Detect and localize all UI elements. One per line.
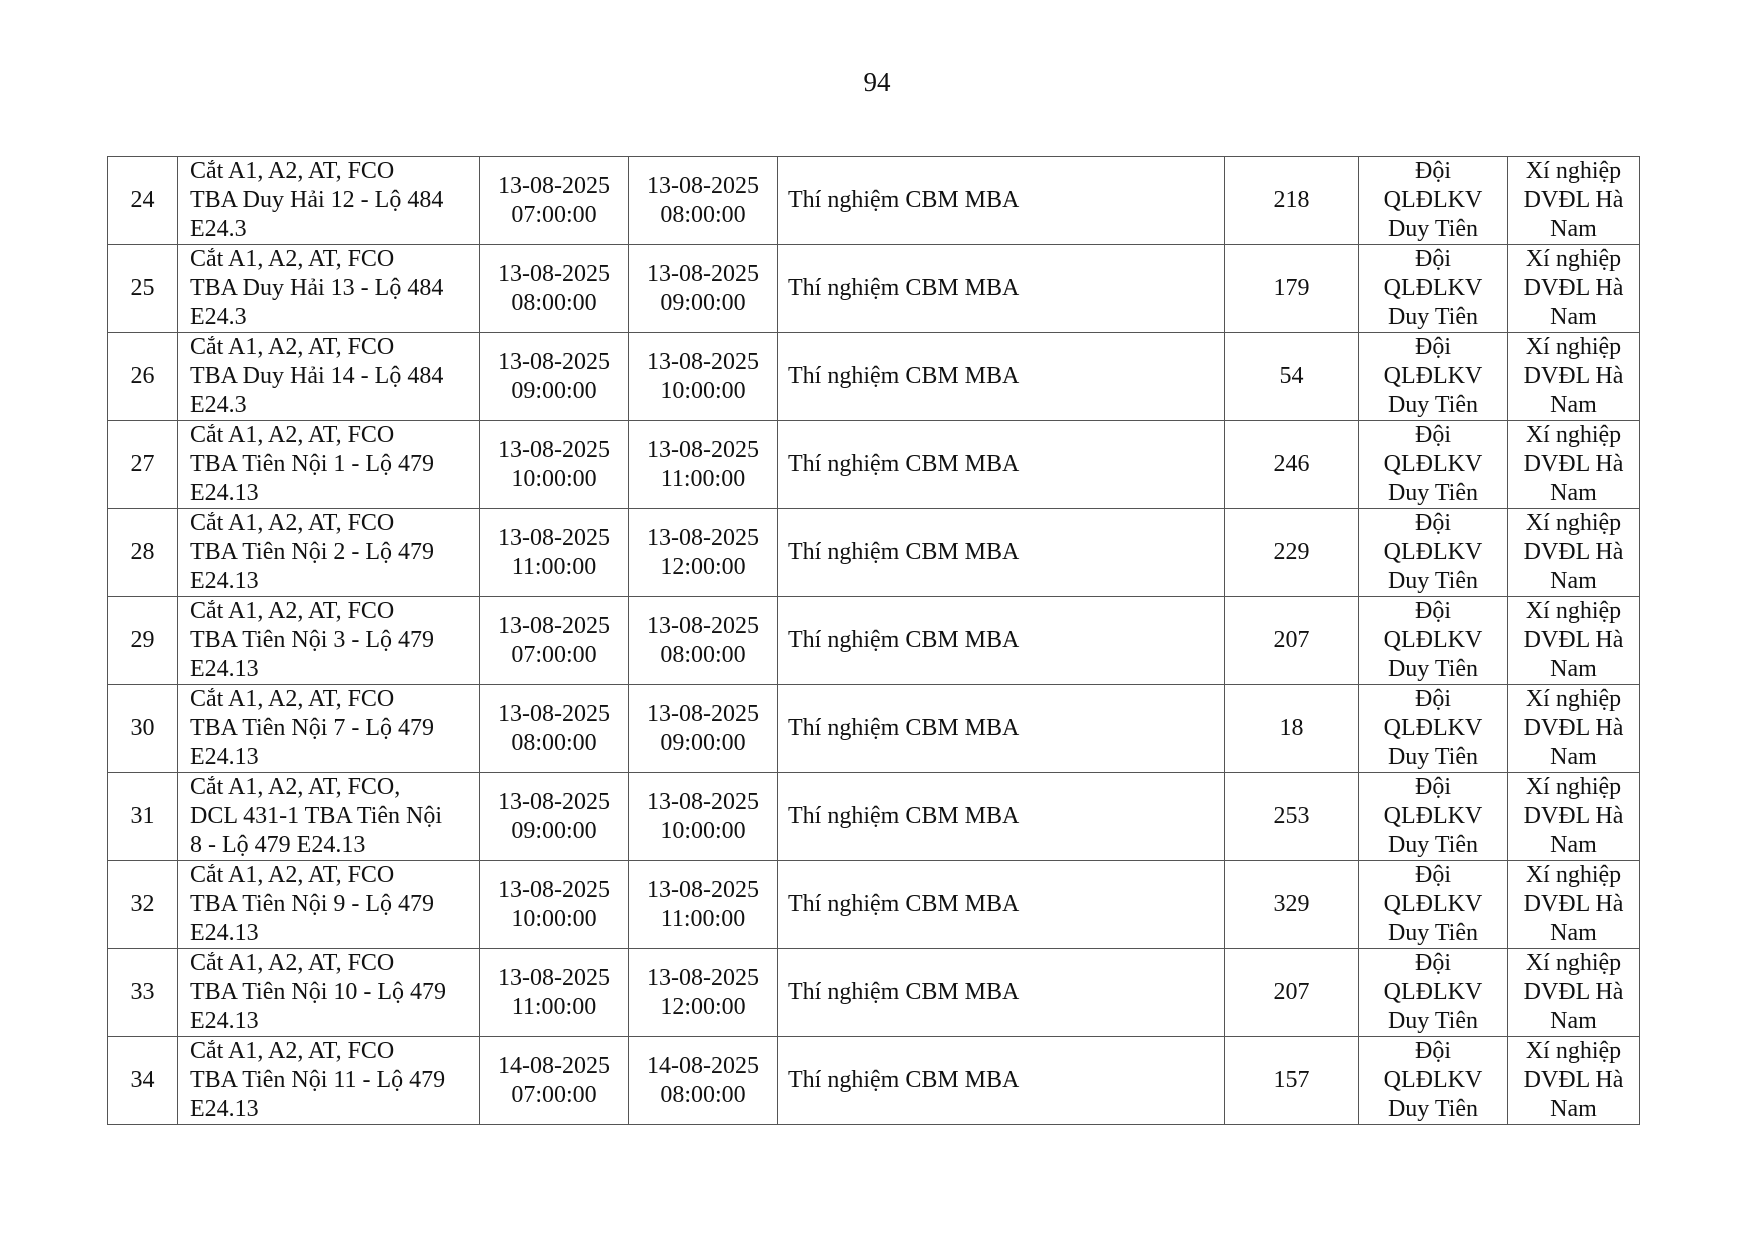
unit-cell xyxy=(1508,949,1640,1037)
unit-cell xyxy=(1508,333,1640,421)
description-line: TBA Tiên Nội 1 - Lộ 479 xyxy=(190,451,435,477)
team-line: Duy Tiên xyxy=(1387,744,1479,770)
unit-cell xyxy=(1508,157,1640,245)
team-line: QLĐLKV xyxy=(1383,979,1483,1005)
unit-line: Xí nghiệp xyxy=(1525,862,1622,888)
start-time-cell xyxy=(480,509,629,597)
table-row xyxy=(108,685,1640,773)
row-number-cell: 29 xyxy=(108,597,178,685)
work-content-cell: Thí nghiệm CBM MBA xyxy=(778,157,1225,245)
team-line: Đội xyxy=(1415,686,1451,712)
row-number-cell: 30 xyxy=(108,685,178,773)
team-line: Duy Tiên xyxy=(1387,216,1479,242)
start-time-line: 13-08-2025 xyxy=(498,260,610,287)
description-line: E24.3 xyxy=(190,392,247,418)
work-content-cell: Thí nghiệm CBM MBA xyxy=(778,949,1225,1037)
table-row xyxy=(108,861,1640,949)
unit-line: Xí nghiệp xyxy=(1525,1038,1622,1064)
unit-cell xyxy=(1508,861,1640,949)
description-line: TBA Tiên Nội 10 - Lộ 479 xyxy=(190,979,447,1005)
team-cell xyxy=(1359,245,1508,333)
description-cell xyxy=(178,685,480,773)
row-number-cell: 34 xyxy=(108,1037,178,1125)
description-line: TBA Tiên Nội 7 - Lộ 479 xyxy=(190,715,435,741)
team-line: Đội xyxy=(1415,334,1451,360)
team-line: Đội xyxy=(1415,1038,1451,1064)
description-line: Cắt A1, A2, AT, FCO xyxy=(190,950,395,976)
description-line: TBA Tiên Nội 9 - Lộ 479 xyxy=(190,891,435,917)
unit-line: Nam xyxy=(1550,920,1597,946)
customer-count-cell: 207 xyxy=(1225,949,1359,1037)
customer-count-cell: 218 xyxy=(1225,157,1359,245)
end-time-line: 13-08-2025 xyxy=(647,260,759,287)
description-cell xyxy=(178,597,480,685)
unit-cell xyxy=(1508,245,1640,333)
team-line: QLĐLKV xyxy=(1383,803,1483,829)
unit-line: DVĐL Hà xyxy=(1523,275,1624,301)
unit-line: DVĐL Hà xyxy=(1523,1067,1624,1093)
unit-line: DVĐL Hà xyxy=(1523,891,1624,917)
description-line: E24.3 xyxy=(190,304,247,330)
description-cell xyxy=(178,157,480,245)
team-cell xyxy=(1359,773,1508,861)
team-line: Đội xyxy=(1415,246,1451,272)
row-number-cell: 31 xyxy=(108,773,178,861)
description-line: TBA Tiên Nội 2 - Lộ 479 xyxy=(190,539,435,565)
unit-line: Nam xyxy=(1550,480,1597,506)
team-line: QLĐLKV xyxy=(1383,627,1483,653)
unit-line: Xí nghiệp xyxy=(1525,686,1622,712)
end-time-line: 08:00:00 xyxy=(660,201,746,228)
description-line: E24.13 xyxy=(190,656,259,682)
end-time-cell xyxy=(629,421,778,509)
end-time-cell xyxy=(629,685,778,773)
team-cell xyxy=(1359,1037,1508,1125)
table-row xyxy=(108,157,1640,245)
row-number-cell: 28 xyxy=(108,509,178,597)
outage-schedule-table xyxy=(107,156,1640,1125)
row-number-cell: 26 xyxy=(108,333,178,421)
unit-line: Nam xyxy=(1550,304,1597,330)
end-time-line: 14-08-2025 xyxy=(647,1052,759,1079)
work-content-cell: Thí nghiệm CBM MBA xyxy=(778,685,1225,773)
start-time-line: 13-08-2025 xyxy=(498,524,610,551)
description-line: Cắt A1, A2, AT, FCO, xyxy=(190,774,401,800)
end-time-cell xyxy=(629,597,778,685)
table-body xyxy=(108,157,1640,1125)
work-content-cell: Thí nghiệm CBM MBA xyxy=(778,245,1225,333)
start-time-cell xyxy=(480,245,629,333)
customer-count-cell: 253 xyxy=(1225,773,1359,861)
description-line: Cắt A1, A2, AT, FCO xyxy=(190,686,395,712)
start-time-line: 13-08-2025 xyxy=(498,612,610,639)
team-line: Duy Tiên xyxy=(1387,568,1479,594)
unit-cell xyxy=(1508,421,1640,509)
start-time-line: 09:00:00 xyxy=(511,817,597,844)
team-line: Duy Tiên xyxy=(1387,656,1479,682)
team-line: Đội xyxy=(1415,950,1451,976)
description-line: Cắt A1, A2, AT, FCO xyxy=(190,246,395,272)
end-time-cell xyxy=(629,1037,778,1125)
end-time-line: 08:00:00 xyxy=(660,1081,746,1108)
unit-line: Nam xyxy=(1550,392,1597,418)
team-line: QLĐLKV xyxy=(1383,891,1483,917)
start-time-cell xyxy=(480,685,629,773)
description-line: Cắt A1, A2, AT, FCO xyxy=(190,862,395,888)
description-line: E24.3 xyxy=(190,216,247,242)
team-line: Đội xyxy=(1415,510,1451,536)
customer-count-cell: 18 xyxy=(1225,685,1359,773)
end-time-line: 11:00:00 xyxy=(660,465,746,492)
description-cell xyxy=(178,1037,480,1125)
description-line: E24.13 xyxy=(190,480,259,506)
table-row xyxy=(108,1037,1640,1125)
end-time-line: 13-08-2025 xyxy=(647,348,759,375)
work-content-cell: Thí nghiệm CBM MBA xyxy=(778,861,1225,949)
unit-cell xyxy=(1508,597,1640,685)
end-time-line: 12:00:00 xyxy=(660,993,746,1020)
description-line: Cắt A1, A2, AT, FCO xyxy=(190,1038,395,1064)
team-cell xyxy=(1359,949,1508,1037)
unit-line: DVĐL Hà xyxy=(1523,539,1624,565)
unit-cell xyxy=(1508,509,1640,597)
customer-count-cell: 207 xyxy=(1225,597,1359,685)
team-line: Duy Tiên xyxy=(1387,1096,1479,1122)
team-cell xyxy=(1359,333,1508,421)
description-line: Cắt A1, A2, AT, FCO xyxy=(190,510,395,536)
description-line: E24.13 xyxy=(190,1008,259,1034)
unit-cell xyxy=(1508,773,1640,861)
start-time-line: 08:00:00 xyxy=(511,729,597,756)
team-line: Đội xyxy=(1415,598,1451,624)
table-row xyxy=(108,245,1640,333)
start-time-cell xyxy=(480,333,629,421)
table-row xyxy=(108,597,1640,685)
description-cell xyxy=(178,949,480,1037)
description-line: TBA Duy Hải 12 - Lộ 484 xyxy=(190,187,444,213)
end-time-line: 13-08-2025 xyxy=(647,524,759,551)
description-line: TBA Tiên Nội 11 - Lộ 479 xyxy=(190,1067,446,1093)
team-line: QLĐLKV xyxy=(1383,539,1483,565)
table-row xyxy=(108,949,1640,1037)
customer-count-cell: 54 xyxy=(1225,333,1359,421)
end-time-cell xyxy=(629,773,778,861)
unit-line: Nam xyxy=(1550,1008,1597,1034)
team-line: Duy Tiên xyxy=(1387,920,1479,946)
start-time-line: 13-08-2025 xyxy=(498,436,610,463)
end-time-cell xyxy=(629,245,778,333)
start-time-line: 09:00:00 xyxy=(511,377,597,404)
team-line: Đội xyxy=(1415,422,1451,448)
unit-line: Xí nghiệp xyxy=(1525,510,1622,536)
unit-line: Xí nghiệp xyxy=(1525,422,1622,448)
start-time-line: 07:00:00 xyxy=(511,201,597,228)
start-time-line: 10:00:00 xyxy=(511,905,597,932)
end-time-cell xyxy=(629,509,778,597)
customer-count-cell: 246 xyxy=(1225,421,1359,509)
description-line: Cắt A1, A2, AT, FCO xyxy=(190,422,395,448)
end-time-line: 09:00:00 xyxy=(660,729,746,756)
team-line: Duy Tiên xyxy=(1387,1008,1479,1034)
start-time-line: 07:00:00 xyxy=(511,641,597,668)
unit-line: Xí nghiệp xyxy=(1525,246,1622,272)
end-time-line: 13-08-2025 xyxy=(647,436,759,463)
team-line: Đội xyxy=(1415,774,1451,800)
work-content-cell: Thí nghiệm CBM MBA xyxy=(778,1037,1225,1125)
team-line: QLĐLKV xyxy=(1383,275,1483,301)
unit-line: DVĐL Hà xyxy=(1523,803,1624,829)
description-cell xyxy=(178,861,480,949)
unit-line: Nam xyxy=(1550,216,1597,242)
team-cell xyxy=(1359,597,1508,685)
start-time-line: 11:00:00 xyxy=(511,993,597,1020)
work-content-cell: Thí nghiệm CBM MBA xyxy=(778,421,1225,509)
row-number-cell: 33 xyxy=(108,949,178,1037)
end-time-line: 08:00:00 xyxy=(660,641,746,668)
end-time-line: 13-08-2025 xyxy=(647,612,759,639)
team-line: Duy Tiên xyxy=(1387,304,1479,330)
unit-line: Xí nghiệp xyxy=(1525,774,1622,800)
description-cell xyxy=(178,333,480,421)
team-line: Duy Tiên xyxy=(1387,832,1479,858)
description-line: Cắt A1, A2, AT, FCO xyxy=(190,334,395,360)
team-cell xyxy=(1359,157,1508,245)
description-cell xyxy=(178,421,480,509)
team-line: QLĐLKV xyxy=(1383,715,1483,741)
customer-count-cell: 229 xyxy=(1225,509,1359,597)
start-time-line: 14-08-2025 xyxy=(498,1052,610,1079)
start-time-cell xyxy=(480,157,629,245)
description-line: TBA Tiên Nội 3 - Lộ 479 xyxy=(190,627,435,653)
team-line: Duy Tiên xyxy=(1387,480,1479,506)
team-line: QLĐLKV xyxy=(1383,1067,1483,1093)
description-line: E24.13 xyxy=(190,568,259,594)
team-cell xyxy=(1359,421,1508,509)
row-number-cell: 24 xyxy=(108,157,178,245)
work-content-cell: Thí nghiệm CBM MBA xyxy=(778,509,1225,597)
customer-count-cell: 329 xyxy=(1225,861,1359,949)
team-line: QLĐLKV xyxy=(1383,363,1483,389)
unit-line: Xí nghiệp xyxy=(1525,334,1622,360)
description-line: TBA Duy Hải 13 - Lộ 484 xyxy=(190,275,444,301)
team-cell xyxy=(1359,509,1508,597)
page-number: 94 xyxy=(863,67,891,97)
unit-line: Xí nghiệp xyxy=(1525,950,1622,976)
description-line: Cắt A1, A2, AT, FCO xyxy=(190,598,395,624)
team-line: Đội xyxy=(1415,862,1451,888)
row-number-cell: 25 xyxy=(108,245,178,333)
description-line: Cắt A1, A2, AT, FCO xyxy=(190,158,395,184)
unit-line: Nam xyxy=(1550,744,1597,770)
start-time-line: 10:00:00 xyxy=(511,465,597,492)
start-time-cell xyxy=(480,861,629,949)
start-time-cell xyxy=(480,597,629,685)
start-time-cell xyxy=(480,1037,629,1125)
customer-count-cell: 157 xyxy=(1225,1037,1359,1125)
start-time-cell xyxy=(480,949,629,1037)
unit-line: DVĐL Hà xyxy=(1523,979,1624,1005)
end-time-line: 13-08-2025 xyxy=(647,876,759,903)
work-content-cell: Thí nghiệm CBM MBA xyxy=(778,773,1225,861)
start-time-cell xyxy=(480,421,629,509)
end-time-line: 13-08-2025 xyxy=(647,964,759,991)
description-cell xyxy=(178,245,480,333)
team-cell xyxy=(1359,861,1508,949)
table-row xyxy=(108,421,1640,509)
unit-line: DVĐL Hà xyxy=(1523,363,1624,389)
start-time-line: 08:00:00 xyxy=(511,289,597,316)
description-cell xyxy=(178,773,480,861)
start-time-line: 13-08-2025 xyxy=(498,788,610,815)
description-line: DCL 431-1 TBA Tiên Nội xyxy=(190,803,443,829)
end-time-line: 11:00:00 xyxy=(660,905,746,932)
start-time-line: 13-08-2025 xyxy=(498,172,610,199)
unit-line: Xí nghiệp xyxy=(1525,158,1622,184)
description-line: 8 - Lộ 479 E24.13 xyxy=(190,832,366,858)
team-line: Duy Tiên xyxy=(1387,392,1479,418)
table-row xyxy=(108,333,1640,421)
end-time-line: 13-08-2025 xyxy=(647,788,759,815)
description-line: E24.13 xyxy=(190,744,259,770)
unit-line: Nam xyxy=(1550,832,1597,858)
end-time-cell xyxy=(629,949,778,1037)
team-line: QLĐLKV xyxy=(1383,187,1483,213)
start-time-line: 13-08-2025 xyxy=(498,700,610,727)
start-time-line: 13-08-2025 xyxy=(498,348,610,375)
customer-count-cell: 179 xyxy=(1225,245,1359,333)
team-cell xyxy=(1359,685,1508,773)
description-line: E24.13 xyxy=(190,920,259,946)
row-number-cell: 27 xyxy=(108,421,178,509)
end-time-line: 13-08-2025 xyxy=(647,700,759,727)
unit-line: DVĐL Hà xyxy=(1523,627,1624,653)
unit-line: Xí nghiệp xyxy=(1525,598,1622,624)
end-time-line: 13-08-2025 xyxy=(647,172,759,199)
unit-cell xyxy=(1508,1037,1640,1125)
start-time-line: 13-08-2025 xyxy=(498,964,610,991)
team-line: QLĐLKV xyxy=(1383,451,1483,477)
end-time-line: 09:00:00 xyxy=(660,289,746,316)
table-row xyxy=(108,509,1640,597)
team-line: Đội xyxy=(1415,158,1451,184)
unit-line: DVĐL Hà xyxy=(1523,187,1624,213)
unit-line: Nam xyxy=(1550,656,1597,682)
end-time-cell xyxy=(629,333,778,421)
description-cell xyxy=(178,509,480,597)
description-line: E24.13 xyxy=(190,1096,259,1122)
end-time-cell xyxy=(629,157,778,245)
unit-line: DVĐL Hà xyxy=(1523,715,1624,741)
end-time-cell xyxy=(629,861,778,949)
unit-line: Nam xyxy=(1550,1096,1597,1122)
unit-cell xyxy=(1508,685,1640,773)
end-time-line: 10:00:00 xyxy=(660,817,746,844)
description-line: TBA Duy Hải 14 - Lộ 484 xyxy=(190,363,444,389)
unit-line: Nam xyxy=(1550,568,1597,594)
end-time-line: 10:00:00 xyxy=(660,377,746,404)
end-time-line: 12:00:00 xyxy=(660,553,746,580)
row-number-cell: 32 xyxy=(108,861,178,949)
start-time-line: 13-08-2025 xyxy=(498,876,610,903)
work-content-cell: Thí nghiệm CBM MBA xyxy=(778,333,1225,421)
start-time-cell xyxy=(480,773,629,861)
work-content-cell: Thí nghiệm CBM MBA xyxy=(778,597,1225,685)
start-time-line: 11:00:00 xyxy=(511,553,597,580)
start-time-line: 07:00:00 xyxy=(511,1081,597,1108)
table-row xyxy=(108,773,1640,861)
unit-line: DVĐL Hà xyxy=(1523,451,1624,477)
